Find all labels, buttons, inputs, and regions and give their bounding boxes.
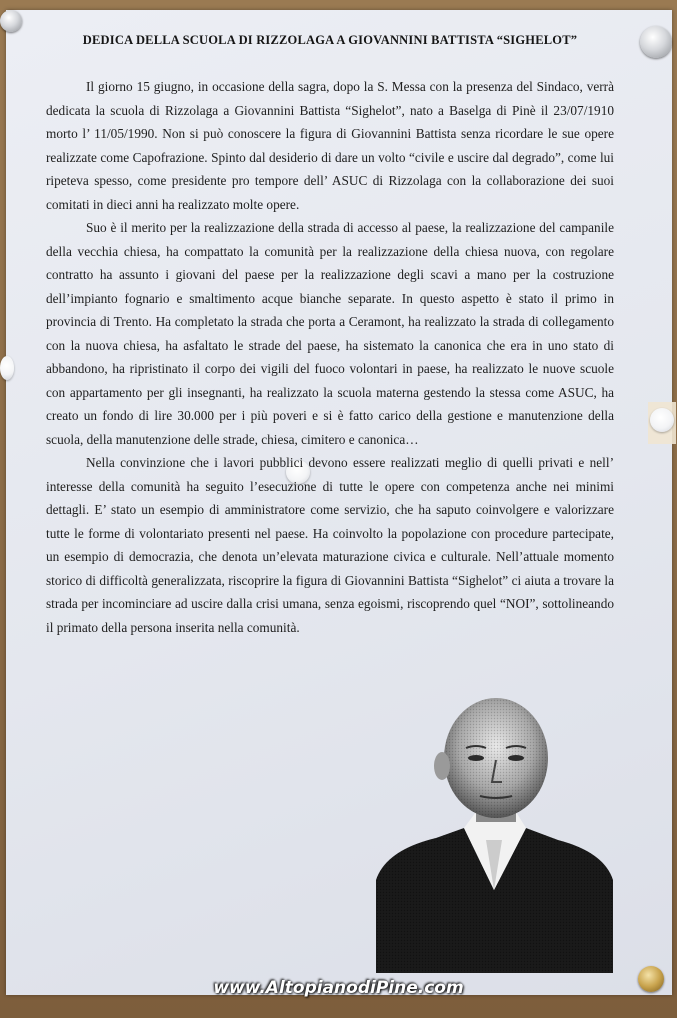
paragraph-3: Nella convinzione che i lavori pubblici devono essere realizzati meglio di quelli privati e nell’ interesse della comunità ha seguito l’esecuzione di tutte le opere con competenza anche nei minimi dettagli. E’ stato un esempio di amministratore come servizio, che ha saputo coinvolgere e valorizzare tutte le forme di volontariato presenti nel paese. Ha coinvolto la popolazione con procedure partecipate, un esempio di democrazia, che denota un’elevata maturazione civica e culturale. Nell’attuale momento storico di difficoltà generalizzata, riscoprire la figura di Giovannini Battista “Sighelot” ci aiuta a trovare la strada per incominciare ad uscire dalla crisi umana, senza egoismi, riscoprendo quel “NOI”, sottolineando il primato della persona inserita nella comunità. [46, 455, 614, 635]
pushpin-icon [0, 10, 22, 32]
magnet-icon [0, 356, 14, 380]
magnet-icon [650, 408, 674, 432]
site-watermark: www.AltopianodiPine.com [213, 978, 464, 998]
document-title: DEDICA DELLA SCUOLA DI RIZZOLAGA A GIOVANNINI BATTISTA “SIGHELOT” [82, 33, 578, 47]
document-body [46, 75, 614, 639]
paragraph-1: Il giorno 15 giugno, in occasione della sagra, dopo la S. Messa con la presenza del Sindaco, verrà dedicata la scuola di Rizzolaga a Giovannini Battista “Sighelot”, nato a Baselga di Pinè il 23/07/1910 morto l’ 11/05/1990. Non si può conoscere la figura di Giovannini Battista senza ricordare le sue opere realizzate come Capofrazione. Spinto dal desiderio di dare un volto “civile e uscire dal degrado”, come lui ripeteva spesso, come presidente pro tempore dell’ ASUC di Rizzolaga con la collaborazione dei suoi comitati in dieci anni ha realizzato molte opere. [46, 79, 614, 212]
portrait-photo [376, 690, 613, 973]
pushpin-icon [640, 26, 672, 58]
paragraph-2: Suo è il merito per la realizzazione della strada di accesso al paese, la realizzazione del campanile della vecchia chiesa, ha compattato la comunità per la realizzazione della chiesa nuova, con regolare contratto ha assunto i giovani del paese per la realizzazione degli scavi a mano per la costruzione dell’impianto fognario e smaltimento acque bianche separate. In questo aspetto è stato il primo in provincia di Trento. Ha completato la strada che porta a Ceramont, ha realizzato la strada di collegamento con la nuova chiesa, ha asfaltato le strade del paese, ha sistemato la canonica che era in uno stato di abbandono, ha ripristinato il corpo dei vigili del fuoco volontari in paese, ha realizzato le nuove scuole con appartamento per gli insegnanti, ha realizzato la scuola materna gestendo la stessa come ASUC, ha creato un fondo di lire 30.000 per i più poveri e si è fatto carico della gestione e manutenzione della scuola, della manutenzione delle strade, chiesa, cimitero e canonica… [46, 220, 614, 447]
